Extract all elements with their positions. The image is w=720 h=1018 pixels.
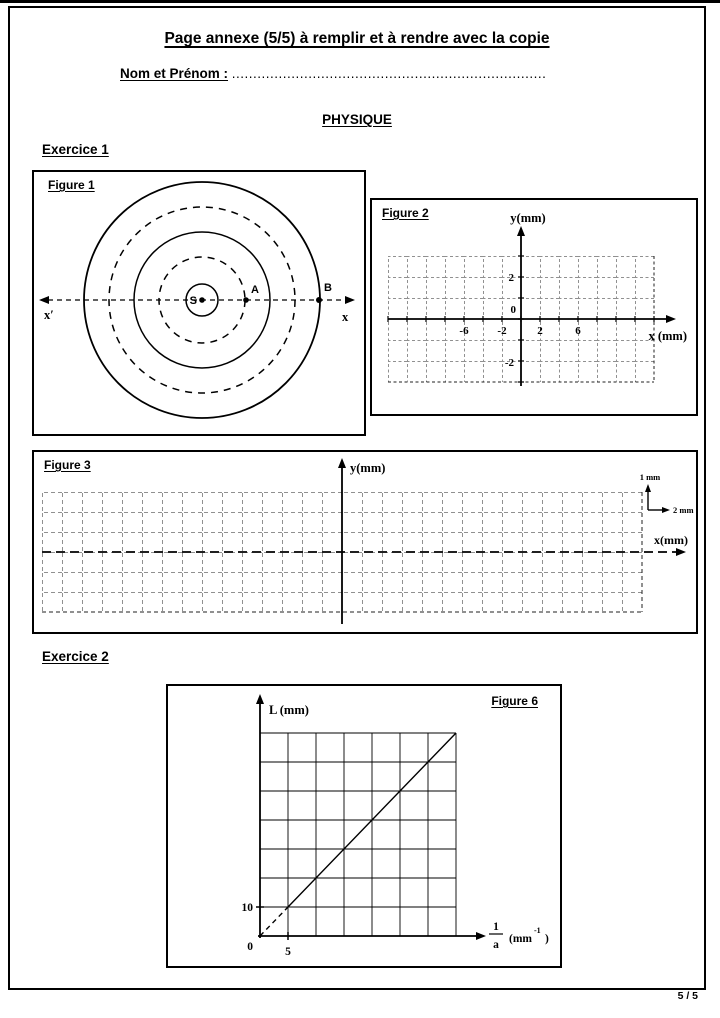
figure1-canvas bbox=[34, 172, 360, 430]
figure6-y-axis-label: L (mm) bbox=[269, 703, 309, 717]
axis-right-label: x bbox=[342, 310, 349, 324]
exercise1-heading: Exercice 1 bbox=[42, 142, 109, 157]
figure6-canvas bbox=[168, 686, 556, 962]
point-a-label: A bbox=[251, 284, 259, 296]
x-axis-arrow-icon bbox=[676, 548, 686, 556]
figure1-box bbox=[32, 170, 366, 436]
figure2-x-axis-label: x (mm) bbox=[648, 329, 687, 343]
left-arrow-icon bbox=[39, 296, 49, 304]
page-number: 5 / 5 bbox=[677, 990, 698, 1002]
figure6-axes bbox=[256, 702, 478, 940]
page-title: Page annexe (5/5) à remplir et à rendre avec la copie bbox=[164, 30, 550, 47]
x-axis-arrow-icon bbox=[476, 932, 486, 940]
figure2-y-axis-label: y(mm) bbox=[510, 211, 546, 225]
content-frame bbox=[8, 6, 706, 990]
x-tick-minus6: -6 bbox=[459, 325, 469, 337]
figure2-canvas bbox=[372, 200, 692, 410]
figure3-box bbox=[32, 450, 698, 634]
y-tick-2: 2 bbox=[508, 272, 514, 284]
x-axis-arrow-icon bbox=[666, 315, 676, 323]
origin-label: 0 bbox=[247, 941, 253, 953]
unit-open: (mm bbox=[509, 933, 532, 945]
right-arrow-icon bbox=[345, 296, 355, 304]
figure6-plotted-line bbox=[260, 733, 456, 936]
y-axis-arrow-icon bbox=[338, 458, 346, 468]
point-a-dot bbox=[243, 297, 249, 303]
figure6-label: Figure 6 bbox=[491, 694, 538, 708]
x-tick-minus2: -2 bbox=[497, 325, 507, 337]
horizontal-scale-label: 2 mm bbox=[673, 505, 694, 515]
y-tick-minus2: -2 bbox=[504, 357, 514, 369]
y-tick-10: 10 bbox=[241, 902, 253, 914]
figure3-scale-indicator bbox=[640, 472, 694, 515]
y-axis-arrow-icon bbox=[256, 694, 264, 704]
x-tick-2: 2 bbox=[537, 325, 543, 337]
axis-left-label: x′ bbox=[44, 308, 54, 322]
figure3-label: Figure 3 bbox=[44, 458, 91, 472]
scale-up-arrow-icon bbox=[645, 484, 651, 492]
point-s-label: S bbox=[189, 295, 197, 307]
name-label: Nom et Prénom : bbox=[120, 66, 229, 81]
line-dashed-segment bbox=[260, 907, 288, 936]
vertical-scale-label: 1 mm bbox=[639, 472, 661, 482]
exercise2-heading: Exercice 2 bbox=[42, 649, 109, 664]
figure6-x-axis-label bbox=[489, 921, 549, 951]
figure1-x-axis bbox=[39, 296, 355, 304]
unit-close: ) bbox=[545, 933, 549, 945]
unit-exponent: -1 bbox=[534, 926, 541, 935]
y-axis-arrow-icon bbox=[517, 226, 525, 236]
figure6-box bbox=[166, 684, 562, 968]
name-row bbox=[120, 66, 546, 81]
figure2-box bbox=[370, 198, 698, 416]
figure3-canvas bbox=[34, 452, 692, 628]
figure3-x-axis-label: x(mm) bbox=[654, 533, 688, 547]
subject-heading: PHYSIQUE bbox=[322, 112, 392, 127]
name-fill-in-line[interactable]: .......................................................................... bbox=[231, 66, 547, 81]
fraction-numerator: 1 bbox=[493, 921, 499, 933]
figure3-y-axis-label: y(mm) bbox=[350, 461, 386, 475]
figure1-label: Figure 1 bbox=[48, 178, 95, 192]
x-tick-5: 5 bbox=[285, 946, 291, 958]
x-tick-6: 6 bbox=[575, 325, 581, 337]
fraction-denominator: a bbox=[493, 939, 499, 951]
figure2-label: Figure 2 bbox=[382, 206, 429, 220]
top-rule bbox=[0, 0, 720, 3]
point-s-dot bbox=[199, 297, 205, 303]
scale-right-arrow-icon bbox=[662, 507, 670, 513]
origin-label: 0 bbox=[510, 304, 516, 316]
point-b-label: B bbox=[324, 282, 332, 294]
point-b-dot bbox=[316, 297, 322, 303]
